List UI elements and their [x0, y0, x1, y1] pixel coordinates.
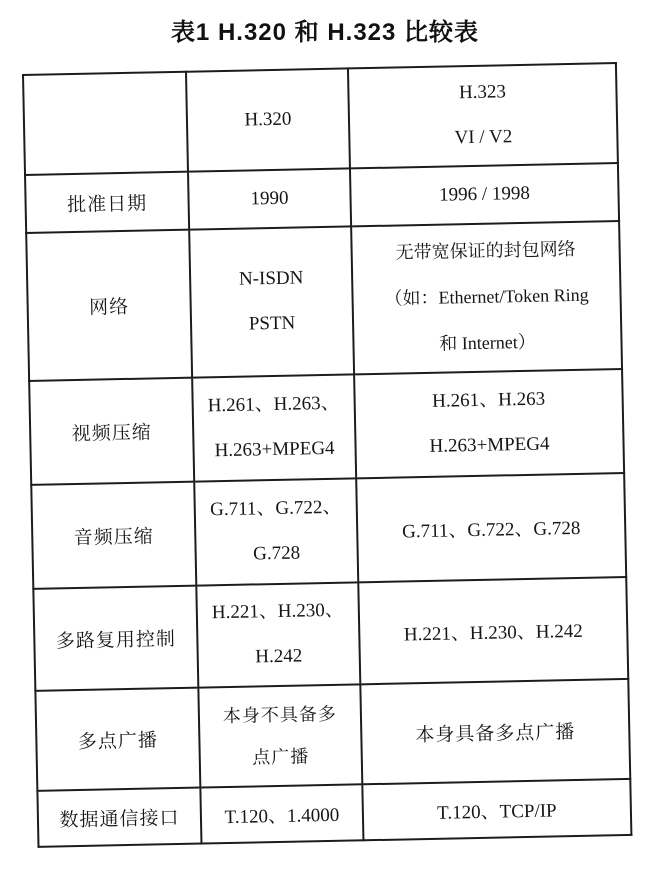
h320-cell — [189, 226, 354, 377]
h323-cell: 1996 / 1998 — [350, 163, 619, 226]
h323-cell — [354, 369, 624, 478]
header-h323-version-line: VI / V2 — [454, 126, 513, 149]
header-h323-line: H.323 — [458, 81, 507, 104]
h323-cell: H.221、H.230、H.242 — [358, 577, 628, 684]
h320-line: H.242 — [255, 645, 303, 668]
h323-line: （如：Ethernet/Token Ring — [384, 284, 589, 309]
h320-cell — [194, 478, 358, 585]
row-data-interface — [37, 779, 631, 847]
row-label: 多点广播 — [35, 688, 200, 791]
h323-line: H.263+MPEG4 — [429, 433, 550, 457]
row-multicast — [35, 679, 630, 791]
header-empty-cell — [23, 72, 188, 175]
h323-line: 和 Internet） — [439, 331, 536, 354]
h320-line: N-ISDN — [238, 267, 304, 291]
h323-line: H.261、H.263 — [431, 388, 546, 413]
row-network — [26, 221, 622, 381]
row-label: 多路复用控制 — [33, 586, 198, 691]
h320-line: H.263+MPEG4 — [214, 437, 335, 462]
h320-line: 点广播 — [252, 746, 310, 768]
h320-cell — [198, 684, 362, 787]
row-label: 网络 — [26, 230, 192, 381]
row-audio-compression — [31, 473, 626, 589]
h320-cell: 1990 — [188, 168, 351, 229]
h320-cell — [192, 374, 356, 481]
table-container — [22, 62, 632, 848]
h320-line: H.221、H.230、 — [211, 600, 345, 624]
comparison-table — [22, 62, 632, 848]
h320-line: G.728 — [252, 542, 301, 565]
h323-cell: T.120、TCP/IP — [362, 779, 631, 840]
row-video-compression — [29, 369, 624, 485]
table-title: 表1 H.320 和 H.323 比较表 — [170, 19, 480, 46]
row-multiplex-control — [33, 577, 628, 691]
h323-cell — [351, 221, 622, 374]
header-row — [23, 63, 618, 175]
h323-line: 无带宽保证的封包网络 — [395, 239, 576, 263]
row-label: 数据通信接口 — [37, 788, 201, 847]
row-label: 音频压缩 — [31, 482, 196, 589]
h320-line: PSTN — [248, 312, 296, 335]
h320-cell — [196, 582, 360, 687]
h320-line: 本身不具备多 — [222, 703, 338, 726]
h323-cell: G.711、G.722、G.728 — [356, 473, 626, 582]
header-h320-cell: H.320 — [186, 68, 350, 171]
row-label: 视频压缩 — [29, 378, 194, 485]
row-label: 批准日期 — [25, 172, 189, 233]
header-h323-cell — [348, 63, 618, 168]
h320-line: H.261、H.263、 — [207, 393, 340, 417]
h323-cell: 本身具备多点广播 — [360, 679, 630, 784]
h320-line: G.711、G.722、 — [209, 497, 342, 521]
h320-cell: T.120、1.4000 — [200, 784, 363, 843]
